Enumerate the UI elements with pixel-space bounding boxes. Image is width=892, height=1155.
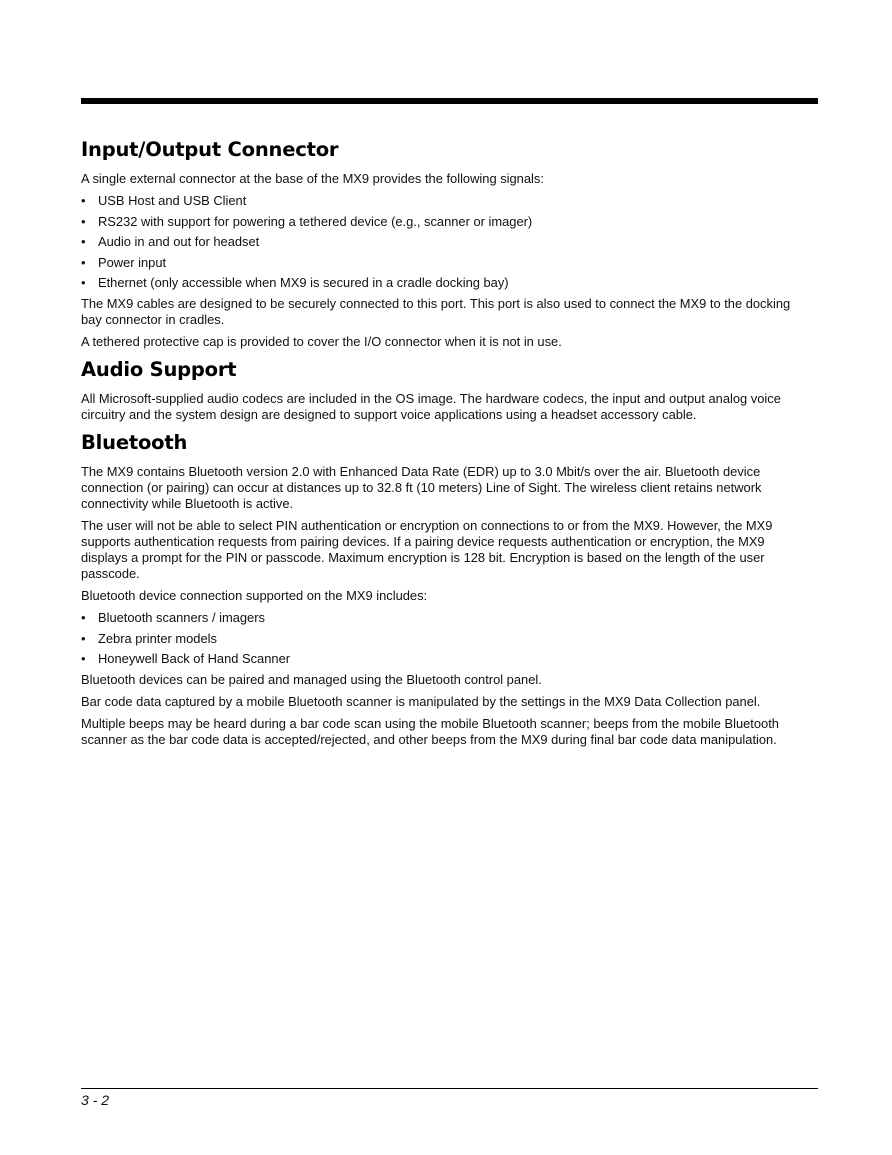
- bullet-list: [81, 193, 811, 291]
- section-title: Input/Output Connector: [81, 138, 339, 161]
- page-number: 3 - 2: [81, 1092, 110, 1108]
- page-content: [81, 138, 811, 754]
- paragraph: All Microsoft-supplied audio codecs are included in the OS image. The hardware codecs, the input and output analog voice circuitry and the system design are designed to support voice applications using a headset accessory cable.: [81, 390, 781, 422]
- list-item: • Audio in and out for headset: [81, 234, 811, 250]
- paragraph: The user will not be able to select PIN authentication or encryption on connections to or from the MX9. However, the MX9 supports authentication requests from pairing devices. If a pairing device requests authentication or encryption, the MX9 displays a prompt for the PIN or passcode. Maximum encryption is 128 bit. Encryption is based on the length of the user passcode.: [81, 517, 773, 581]
- bullet-list: [81, 610, 811, 667]
- section-title: Audio Support: [81, 357, 237, 381]
- section-bluetooth: [81, 431, 811, 748]
- list-item: • Zebra printer models: [81, 631, 811, 647]
- section-audio-support: [81, 358, 811, 423]
- list-item: • Ethernet (only accessible when MX9 is secured in a cradle docking bay): [81, 275, 811, 291]
- header-rule: [81, 98, 818, 104]
- list-item: • Bluetooth scanners / imagers: [81, 610, 811, 626]
- paragraph: Bluetooth devices can be paired and managed using the Bluetooth control panel.: [81, 671, 542, 687]
- list-item: • RS232 with support for powering a tethered device (e.g., scanner or imager): [81, 214, 811, 230]
- paragraph: The MX9 contains Bluetooth version 2.0 with Enhanced Data Rate (EDR) up to 3.0 Mbit/s over the air. Bluetooth device connection (or pairing) can occur at distances up to 32.8 ft (10 meters) Line of Sight. The wireless client retains network connectivity while Bluetooth is active.: [81, 463, 762, 511]
- paragraph: The MX9 cables are designed to be securely connected to this port. This port is also used to connect the MX9 to the docking bay connector in cradles.: [81, 295, 791, 327]
- list-item: • Honeywell Back of Hand Scanner: [81, 651, 811, 667]
- section-title: Bluetooth: [81, 430, 188, 454]
- paragraph: Bar code data captured by a mobile Bluetooth scanner is manipulated by the settings in the MX9 Data Collection panel.: [81, 693, 761, 709]
- footer-rule: [81, 1088, 818, 1089]
- paragraph: A tethered protective cap is provided to cover the I/O connector when it is not in use.: [81, 333, 562, 349]
- section-io-connector: [81, 138, 811, 350]
- list-item: • Power input: [81, 255, 811, 271]
- paragraph: Multiple beeps may be heard during a bar code scan using the mobile Bluetooth scanner; beeps from the mobile Bluetooth scanner as the bar code data is accepted/rejected, and other beeps from the MX9 during final bar code data manipulation.: [81, 715, 779, 747]
- list-item: • USB Host and USB Client: [81, 193, 811, 209]
- paragraph: Bluetooth device connection supported on the MX9 includes:: [81, 587, 428, 603]
- paragraph: A single external connector at the base of the MX9 provides the following signals:: [81, 171, 544, 186]
